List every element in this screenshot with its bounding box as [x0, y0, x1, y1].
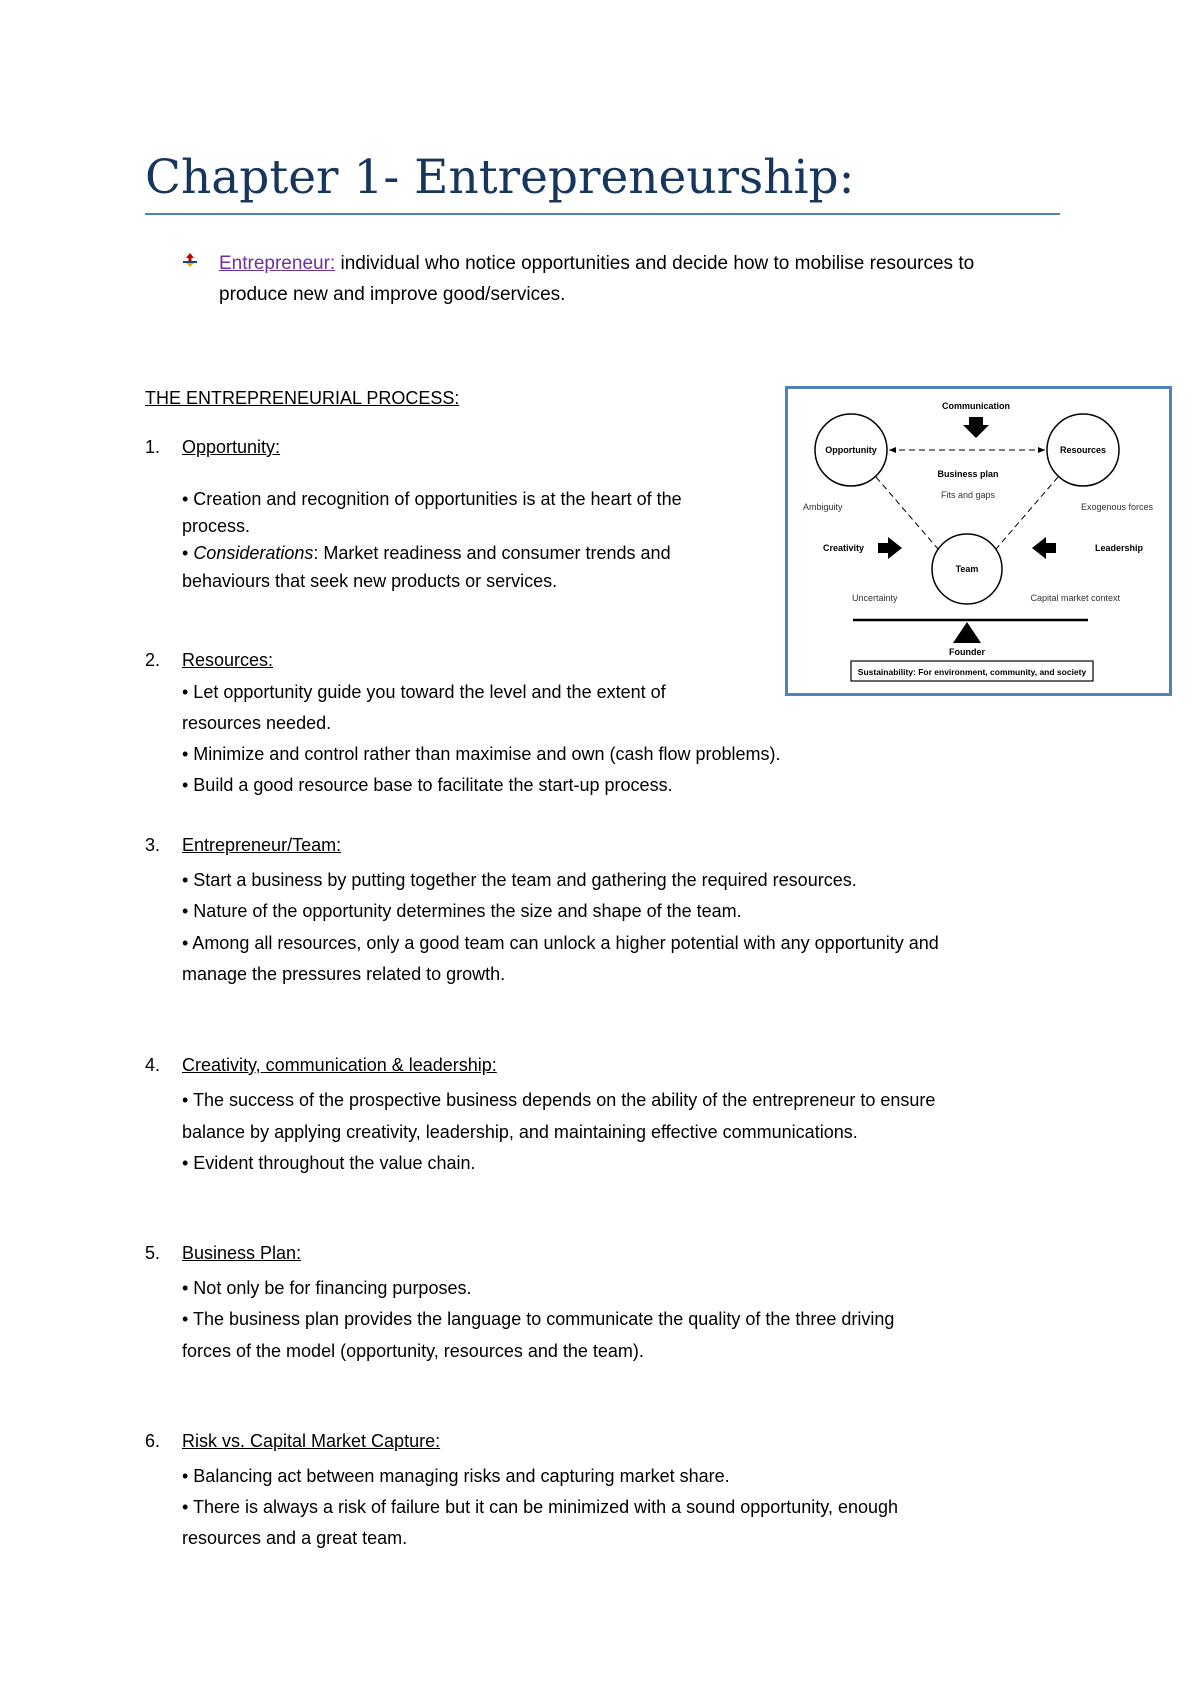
section-line: resources needed. [182, 713, 332, 733]
fulcrum-triangle-icon [953, 622, 981, 643]
label-opportunity: Opportunity [825, 445, 877, 455]
label-capital-market-context: Capital market context [1030, 593, 1120, 603]
title-underline [145, 213, 1060, 215]
definition-line-1 [219, 248, 974, 279]
definition-term: Entrepreneur: [219, 253, 336, 274]
definition-text: individual who notice opportunities and decide how to mobilise resources to [335, 253, 975, 274]
section-heading-creativity: Creativity, communication & leadership: [182, 1055, 497, 1075]
label-ambiguity: Ambiguity [803, 502, 843, 512]
section-line: • Creation and recognition of opportunities is at the heart of the [182, 489, 682, 509]
section-line: behaviours that seek new products or services. [182, 571, 558, 591]
arrowhead-icon [1038, 447, 1045, 453]
section-line: • Build a good resource base to facilitate the start-up process. [182, 775, 673, 795]
considerations-line: • Considerations: Market readiness and consumer trends and [182, 543, 671, 563]
section-line: • Balancing act between managing risks and capturing market share. [182, 1466, 730, 1486]
label-founder: Founder [949, 647, 985, 657]
section-number: 4. [145, 1055, 161, 1075]
section-number: 2. [145, 650, 161, 670]
section-line: • Start a business by putting together the team and gathering the required resources. [182, 870, 857, 890]
process-diagram-svg [788, 389, 1169, 693]
section-line: • There is always a risk of failure but it can be minimized with a sound opportunity, enough [182, 1497, 899, 1517]
section-number: 6. [145, 1431, 161, 1451]
creativity-arrow-icon [878, 537, 902, 559]
definition-line-2: produce new and improve good/services. [219, 284, 566, 305]
dashed-connector [996, 477, 1058, 549]
communication-arrow-icon [963, 417, 989, 438]
section-line: • Let opportunity guide you toward the level and the extent of [182, 682, 666, 702]
leadership-arrow-icon [1032, 537, 1056, 559]
dashed-connector [876, 477, 938, 549]
section-line: • Evident throughout the value chain. [182, 1153, 476, 1173]
section-heading-opportunity: Opportunity: [182, 437, 281, 457]
entrepreneurial-process-diagram [785, 386, 1172, 696]
label-business-plan: Business plan [937, 469, 999, 479]
considerations-label: Considerations [193, 543, 314, 563]
label-sustainability: Sustainability: For environment, community, and society [857, 667, 1087, 677]
considerations-text: : Market readiness and consumer trends and [313, 543, 671, 563]
section-number: 3. [145, 835, 161, 855]
label-fits-and-gaps: Fits and gaps [940, 490, 996, 500]
section-line: manage the pressures related to growth. [182, 964, 506, 984]
section-line: • Among all resources, only a good team can unlock a higher potential with any opportunity and [182, 933, 939, 953]
label-team: Team [955, 564, 979, 574]
section-line: process. [182, 516, 251, 536]
section-line: • Minimize and control rather than maximise and own (cash flow problems). [182, 744, 781, 764]
label-uncertainty: Uncertainty [852, 593, 898, 603]
arrow-bullet-icon [182, 252, 198, 268]
section-line: forces of the model (opportunity, resources and the team). [182, 1341, 644, 1361]
section-line: • Nature of the opportunity determines the size and shape of the team. [182, 901, 742, 921]
section-number: 1. [145, 437, 161, 457]
label-resources: Resources [1059, 445, 1107, 455]
section-heading-resources: Resources: [182, 650, 274, 670]
section-heading-team: Entrepreneur/Team: [182, 835, 342, 855]
section-line: balance by applying creativity, leadership, and maintaining effective communications. [182, 1122, 858, 1142]
arrowhead-icon [889, 447, 896, 453]
label-leadership: Leadership [1094, 543, 1143, 553]
section-heading-business-plan: Business Plan: [182, 1243, 302, 1263]
section-line: • Not only be for financing purposes. [182, 1278, 472, 1298]
label-creativity: Creativity [823, 543, 865, 553]
section-line: • The success of the prospective business depends on the ability of the entrepreneur to ensure [182, 1090, 936, 1110]
section-heading-risk: Risk vs. Capital Market Capture: [182, 1431, 441, 1451]
label-communication: Communication [941, 401, 1011, 411]
section-line: resources and a great team. [182, 1528, 408, 1548]
section-line: • The business plan provides the language to communicate the quality of the three driving [182, 1309, 895, 1329]
section-number: 5. [145, 1243, 161, 1263]
process-heading: THE ENTREPRENEURIAL PROCESS: [145, 388, 460, 408]
label-exogenous-forces: Exogenous forces [1080, 502, 1153, 512]
chapter-title: Chapter 1- Entrepreneurship: [145, 150, 855, 205]
